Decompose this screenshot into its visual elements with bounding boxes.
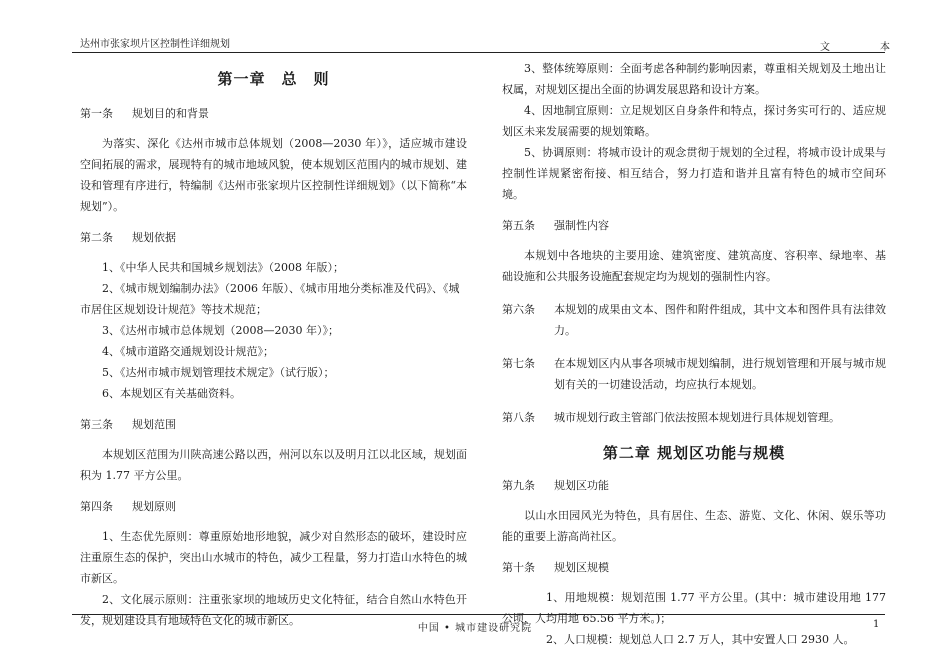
article-text: 城市规划行政主管部门依法按照本规划进行具体规划管理。 — [554, 411, 840, 424]
article-number: 第六条 — [502, 303, 535, 316]
article-text: 在本规划区内从事各项城市规划编制，进行规划管理和开展与城市规划有关的一切建设活动，均应执行本规划。 — [554, 357, 886, 391]
article-number: 第五条 — [502, 219, 535, 232]
scale-population-paragraph: 2、人口规模：规划总人口 2.7 万人，其中安置人口 2930 人。 — [546, 633, 855, 646]
article-title: 规划区功能 — [554, 479, 609, 492]
left-column — [80, 58, 467, 643]
article-3-heading — [80, 416, 467, 432]
principle-2-paragraph: 2、文化展示原则：注重张家坝的地域历史文化特征，结合自然山水特色开发，规划建设具有地域特色文化的城市新区。 — [80, 593, 467, 627]
article-title: 规划区规模 — [554, 561, 609, 574]
article-number: 第七条 — [502, 357, 535, 370]
principle-5-paragraph: 5、协调原则：将城市设计的观念贯彻于规划的全过程，将城市设计成果与控制性详规紧密衔接、相互结合，努力打造和谐并且富有特色的城市空间环境。 — [502, 146, 886, 201]
article-10-heading — [502, 559, 886, 575]
list-item: 3、《达州市城市总体规划（2008—2030 年）》； — [102, 324, 339, 337]
running-header-section: 文 本 — [820, 42, 890, 53]
chapter-1-heading: 第一章 总 则 — [217, 70, 330, 88]
list-item: 4、《城市道路交通规划设计规范》； — [102, 345, 274, 358]
article-title: 强制性内容 — [554, 219, 609, 232]
article-number: 第九条 — [502, 479, 535, 492]
article-8 — [502, 407, 886, 428]
principle-3-paragraph: 3、整体统筹原则：全面考虑各种制约影响因素，尊重相关规划及土地出让权属，对规划区提出全面的协调发展思路和设计方案。 — [502, 62, 886, 96]
article-9-paragraph: 以山水田园风光为特色，具有居住、生态、游览、文化、休闲、娱乐等功能的重要上游高尚社区。 — [502, 509, 886, 543]
right-column — [502, 58, 886, 662]
article-number: 第八条 — [502, 411, 535, 424]
article-5-heading — [502, 217, 886, 233]
footer-organization: 中国 • 城市建设研究院 — [417, 623, 533, 634]
article-number: 第三条 — [80, 418, 113, 431]
article-3-paragraph: 本规划区范围为川陕高速公路以西，州河以东以及明月江以北区域，规划面积为 1.77 平方公里。 — [80, 448, 467, 482]
article-text: 本规划的成果由文本、图件和附件组成，其中文本和图件具有法律效力。 — [554, 303, 886, 337]
scale-land-paragraph: 1、用地规模：规划范围 1.77 平方公里。(其中：城市建设用地 177 公顷，人均用地 65.56 平方米。)； — [502, 591, 886, 625]
article-2-list — [80, 257, 467, 404]
article-2-heading — [80, 229, 467, 245]
footer-rule — [72, 614, 885, 615]
article-7 — [502, 353, 886, 395]
article-1-paragraph: 为落实、深化《达州市城市总体规划（2008—2030 年）》，适应城市建设空间拓展的需求，展现特有的城市地域风貌，使本规划区范围内的城市规划、建设和管理有序进行，特编制《达州市张家坝片区控制性详细规划》（以下简称“本规划”）。 — [80, 137, 467, 213]
article-4-heading — [80, 498, 467, 514]
article-5-paragraph: 本规划中各地块的主要用途、建筑密度、建筑高度、容积率、绿地率、基础设施和公共服务设施配套规定均为规划的强制性内容。 — [502, 249, 886, 283]
article-title: 规划原则 — [132, 500, 176, 513]
article-number: 第四条 — [80, 500, 113, 513]
page-number: 1 — [873, 619, 880, 630]
list-item: 1、《中华人民共和国城乡规划法》（2008 年版）； — [102, 261, 344, 274]
article-1-heading — [80, 105, 467, 121]
principle-1-paragraph: 1、生态优先原则：尊重原始地形地貌，减少对自然形态的破坏，建设时应注重原生态的保护，突出山水城市的特色，减少工程量，努力打造山水特色的城市新区。 — [80, 530, 467, 585]
running-header-title: 达州市张家坝片区控制性详细规划 — [80, 39, 230, 50]
principle-4-paragraph: 4、因地制宜原则：立足规划区自身条件和特点，探讨务实可行的、适应规划区未来发展需要的规划策略。 — [502, 104, 886, 138]
header-rule — [72, 52, 885, 53]
article-number: 第一条 — [80, 107, 113, 120]
list-item: 6、本规划区有关基础资料。 — [102, 387, 241, 400]
article-title: 规划目的和背景 — [132, 107, 209, 120]
article-number: 第二条 — [80, 231, 113, 244]
article-title: 规划依据 — [132, 231, 176, 244]
chapter-2-heading: 第二章 规划区功能与规模 — [602, 444, 786, 462]
article-6 — [502, 299, 886, 341]
article-9-heading — [502, 477, 886, 493]
list-item: 5、《达州市城市规划管理技术规定》（试行版）； — [102, 366, 335, 379]
article-title: 规划范围 — [132, 418, 176, 431]
list-item: 2、《城市规划编制办法》（2006 年版）、《城市用地分类标准及代码》、《城市居住区规划设计规范》等技术规范； — [80, 282, 460, 316]
article-number: 第十条 — [502, 561, 535, 574]
